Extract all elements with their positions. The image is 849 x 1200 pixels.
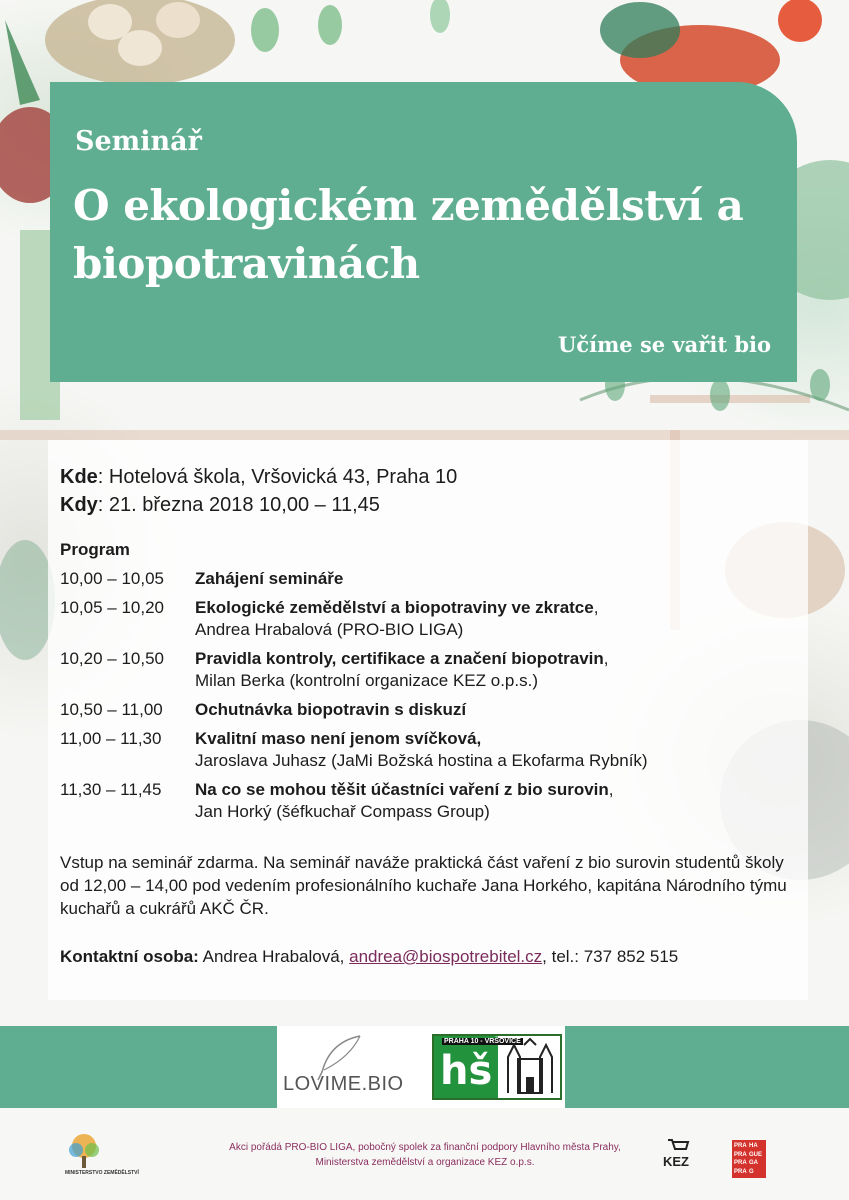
program-speaker: Jaroslava Juhasz (JaMi Božská hostina a Ekofarma Rybník) xyxy=(195,751,648,770)
sponsor-line: Akci pořádá PRO-BIO LIGA, pobočný spolek za finanční podpory Hlavního města Prahy, xyxy=(229,1142,621,1153)
rooster-comb-illustration xyxy=(778,0,822,42)
program-time: 10,05 – 10,20 xyxy=(60,598,164,617)
subtitle: Učíme se vařit bio xyxy=(558,332,771,357)
program-title: Na co se mohou těšit účastníci vaření z bio surovin xyxy=(195,780,609,799)
lovime-bio-logo: LOVIME.BIO xyxy=(283,1073,404,1095)
program-title: Kvalitní maso není jenom svíčková, xyxy=(195,729,482,748)
event-location xyxy=(60,462,457,492)
leaf-illustration xyxy=(710,379,730,411)
school-logo-monogram: hš xyxy=(440,1048,493,1094)
program-speaker: Jan Horký (šéfkuchař Compass Group) xyxy=(195,802,490,821)
egg-illustration xyxy=(88,4,132,40)
praha-logo-cell: GA xyxy=(749,1160,758,1166)
program-heading: Program xyxy=(60,540,130,559)
foliage-illustration xyxy=(0,540,55,660)
kez-cart-icon xyxy=(666,1138,690,1154)
location-value: : Hotelová škola, Vršovická 43, Praha 10 xyxy=(97,466,458,488)
leaf-illustration xyxy=(318,5,342,45)
ministry-logo-label: MINISTERSTVO ZEMĚDĚLSTVÍ xyxy=(65,1170,139,1176)
program-speaker: Milan Berka (kontrolní organizace KEZ o.p.s.) xyxy=(195,671,538,690)
kez-logo: KEZ xyxy=(663,1154,689,1169)
program-item: 11,30 – 11,45 Na co se mohou těšit účastníci vaření z bio surovin, Jan Horký (šéfkuchař Compass Group) xyxy=(60,779,800,823)
program-item xyxy=(60,728,800,772)
school-logo-caption: PRAHA 10 - VRŠOVICE xyxy=(444,1038,521,1045)
program-title: Ochutnávka biopotravin s diskuzí xyxy=(195,700,467,719)
praha-logo-cell: HA xyxy=(749,1143,758,1149)
program-title: Pravidla kontroly, certifikace a značení biopotravin xyxy=(195,649,604,668)
program-time: 10,00 – 10,05 xyxy=(60,569,164,588)
program-list xyxy=(60,568,800,830)
program-time: 11,30 – 11,45 xyxy=(60,780,162,799)
contact-line xyxy=(60,947,800,967)
program-item xyxy=(60,699,800,721)
event-type: Seminář xyxy=(75,126,202,157)
sponsor-credits xyxy=(190,1140,660,1170)
program-item: 10,20 – 10,50 Pravidla kontroly, certifikace a značení biopotravin, Milan Berka (kontrolní organizace KEZ o.p.s.) xyxy=(60,648,800,692)
praha-logo-cell: G xyxy=(749,1168,754,1175)
sponsor-line: Ministerstva zemědělství a organizace KEZ o.p.s. xyxy=(315,1157,535,1168)
praha-logo xyxy=(732,1140,766,1178)
church-icon xyxy=(500,1037,560,1097)
event-date xyxy=(60,490,380,520)
title-card xyxy=(50,82,797,382)
leaf-illustration xyxy=(430,0,450,33)
fence-illustration xyxy=(650,395,810,403)
program-title: Zahájení semináře xyxy=(195,569,344,588)
leaf-illustration xyxy=(810,369,830,401)
leaf-illustration xyxy=(251,8,279,52)
contact-email-link[interactable]: andrea@biospotrebitel.cz xyxy=(349,947,543,966)
praha-logo-cell: GUE xyxy=(749,1151,763,1158)
program-item: 10,05 – 10,20 Ekologické zemědělství a biopotraviny ve zkratce, Andrea Hrabalová (PRO-BIO LIGA) xyxy=(60,597,800,641)
hotel-school-logo xyxy=(432,1034,562,1100)
ministry-tree-icon xyxy=(64,1132,104,1172)
contact-name: Andrea Hrabalová, xyxy=(198,947,350,966)
contact-phone: , tel.: 737 852 515 xyxy=(542,947,679,966)
program-time: 10,50 – 11,00 xyxy=(60,700,163,719)
leaf-illustration xyxy=(5,20,40,105)
program-time: 10,20 – 10,50 xyxy=(60,649,164,668)
admission-note: Vstup na seminář zdarma. Na seminář naváže praktická část vaření z bio surovin studentů školy od 12,00 – 14,00 pod vedením profesionálního kuchaře Jana Horkého, kapitána Národního týmu kuchařů a cukrářů AKČ ČR. xyxy=(60,853,787,918)
program-speaker: Andrea Hrabalová (PRO-BIO LIGA) xyxy=(195,620,464,639)
location-label: Kde xyxy=(60,466,98,488)
page-title: O ekologickém zemědělství a biopotravinách xyxy=(73,181,744,288)
program-item xyxy=(60,568,800,590)
praha-logo-cell: PRA xyxy=(734,1143,747,1149)
praha-logo-cell: PRA xyxy=(734,1168,747,1175)
program-title: Ekologické zemědělství a biopotraviny ve zkratce xyxy=(195,598,594,617)
program-time: 11,00 – 11,30 xyxy=(60,729,162,748)
rooster-tail-illustration xyxy=(600,2,680,58)
date-label: Kdy xyxy=(60,494,98,516)
praha-logo-cell: PRA xyxy=(734,1160,747,1166)
fence-illustration xyxy=(0,430,849,440)
praha-logo-cell: PRA xyxy=(734,1151,747,1158)
contact-label: Kontaktní osoba: xyxy=(60,947,199,966)
date-value: : 21. března 2018 10,00 – 11,45 xyxy=(97,494,380,516)
egg-illustration xyxy=(156,2,200,38)
